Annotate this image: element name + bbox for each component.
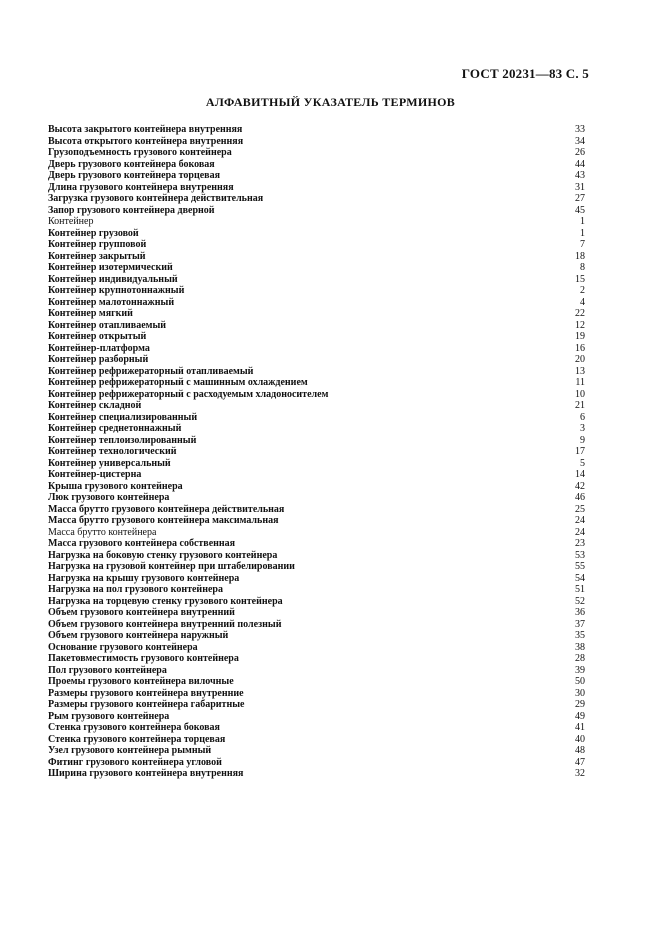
index-page-number: 54 (575, 572, 585, 584)
index-page-number: 31 (575, 181, 585, 193)
index-term: Проемы грузового контейнера вилочные (48, 676, 234, 687)
index-page-number: 5 (580, 457, 585, 469)
index-page-number: 43 (575, 170, 585, 181)
index-term: Контейнер среднетоннажный (48, 423, 182, 434)
index-entry (48, 550, 585, 562)
index-page-number: 48 (575, 745, 585, 756)
index-term: Объем грузового контейнера внутренний полезный (48, 618, 282, 630)
index-term: Контейнер закрытый (48, 250, 146, 262)
index-entry (48, 159, 585, 171)
index-page-number: 42 (575, 480, 585, 492)
index-entry (48, 366, 585, 378)
index-term: Дверь грузового контейнера боковая (48, 158, 215, 170)
index-term: Нагрузка на торцевую стенку грузового контейнера (48, 595, 283, 607)
index-page-number: 6 (580, 411, 585, 423)
index-page-number: 16 (575, 342, 585, 354)
index-entry (48, 400, 585, 412)
index-entry (48, 412, 585, 424)
index-page-number: 50 (575, 676, 585, 687)
index-term: Крыша грузового контейнера (48, 480, 183, 492)
index-entry (48, 124, 585, 136)
index-entry (48, 435, 585, 447)
index-term: Контейнер (48, 216, 94, 227)
index-term: Контейнер рефрижераторный с расходуемым хладоносителем (48, 388, 329, 400)
index-entry (48, 285, 585, 297)
index-term: Контейнер малотоннажный (48, 296, 175, 308)
index-term: Рым грузового контейнера (48, 710, 170, 722)
index-term: Масса брутто грузового контейнера действительная (48, 503, 285, 515)
index-page-number: 49 (575, 710, 585, 722)
index-entry (48, 136, 585, 148)
index-entry (48, 561, 585, 573)
index-entry (48, 343, 585, 355)
index-entry (48, 492, 585, 504)
index-entry (48, 262, 585, 274)
index-page-number: 41 (575, 722, 585, 733)
index-page-number: 17 (575, 446, 585, 457)
index-entry (48, 757, 585, 769)
index-page-number: 44 (575, 158, 585, 170)
index-term: Контейнер технологический (48, 446, 177, 457)
index-entry (48, 389, 585, 401)
index-page-number: 10 (575, 388, 585, 400)
index-entry (48, 251, 585, 263)
index-page-number: 15 (575, 273, 585, 285)
index-term: Размеры грузового контейнера внутренние (48, 687, 244, 699)
index-page-number: 33 (575, 124, 585, 135)
index-term: Масса брутто грузового контейнера максимальная (48, 515, 279, 526)
index-term: Контейнер рефрижераторный отапливаемый (48, 365, 254, 377)
index-page-number: 25 (575, 503, 585, 515)
index-page-number: 28 (575, 653, 585, 664)
index-page-number: 47 (575, 756, 585, 768)
index-term: Загрузка грузового контейнера действительная (48, 193, 264, 204)
index-page-number: 12 (575, 319, 585, 331)
index-entry (48, 722, 585, 734)
index-entry (48, 653, 585, 665)
index-term: Фитинг грузового контейнера угловой (48, 756, 222, 768)
index-entry (48, 320, 585, 332)
index-page-number: 9 (580, 434, 585, 446)
index-entry (48, 170, 585, 182)
index-entry (48, 354, 585, 366)
index-page-number: 14 (575, 469, 585, 480)
index-entry (48, 469, 585, 481)
index-term: Нагрузка на крышу грузового контейнера (48, 572, 240, 584)
index-page-number: 1 (580, 227, 585, 239)
index-entry (48, 573, 585, 585)
index-page-number: 13 (575, 365, 585, 377)
index-page-number: 36 (575, 607, 585, 618)
index-entry (48, 423, 585, 435)
index-page-number: 55 (575, 561, 585, 572)
index-term: Контейнер специализированный (48, 411, 198, 423)
index-term: Нагрузка на грузовой контейнер при штабелировании (48, 561, 295, 572)
index-entry (48, 147, 585, 159)
index-entry (48, 446, 585, 458)
index-term: Высота открытого контейнера внутренняя (48, 135, 244, 147)
index-page-number: 8 (580, 262, 585, 273)
index-page-number: 22 (575, 308, 585, 319)
index-term: Масса грузового контейнера собственная (48, 538, 236, 549)
index-page-number: 20 (575, 354, 585, 365)
index-entry (48, 331, 585, 343)
index-entry (48, 676, 585, 688)
index-entry (48, 607, 585, 619)
index-term: Пол грузового контейнера (48, 664, 167, 676)
index-entry (48, 596, 585, 608)
index-term: Контейнер групповой (48, 239, 147, 250)
index-page-number: 38 (575, 641, 585, 653)
index-page-number: 26 (575, 147, 585, 158)
index-page-number: 52 (575, 595, 585, 607)
index-entry (48, 458, 585, 470)
index-entry (48, 642, 585, 654)
index-term: Нагрузка на пол грузового контейнера (48, 584, 223, 595)
index-entry (48, 538, 585, 550)
index-entry (48, 734, 585, 746)
index-term: Контейнер мягкий (48, 308, 133, 319)
index-page-number: 40 (575, 733, 585, 745)
index-page-number: 11 (575, 377, 585, 388)
index-page-number: 45 (575, 204, 585, 216)
index-page-number: 4 (580, 296, 585, 308)
index-title: АЛФАВИТНЫЙ УКАЗАТЕЛЬ ТЕРМИНОВ (205, 95, 456, 109)
index-page-number: 30 (575, 687, 585, 699)
index-page-number: 34 (575, 135, 585, 147)
index-page-number: 39 (575, 664, 585, 676)
index-term: Контейнер крупнотоннажный (48, 285, 185, 296)
index-page-number: 24 (575, 526, 585, 538)
index-entry (48, 216, 585, 228)
index-term: Контейнер индивидуальный (48, 273, 178, 285)
index-entry (48, 274, 585, 286)
index-term: Узел грузового контейнера рымный (48, 745, 212, 756)
index-entry (48, 584, 585, 596)
term-index-list (48, 124, 585, 780)
index-term: Объем грузового контейнера наружный (48, 630, 229, 641)
index-page-number: 19 (575, 331, 585, 342)
index-entry (48, 308, 585, 320)
index-page-number: 37 (575, 618, 585, 630)
index-entry (48, 619, 585, 631)
index-entry (48, 768, 585, 780)
index-entry (48, 665, 585, 677)
index-entry (48, 515, 585, 527)
index-term: Размеры грузового контейнера габаритные (48, 699, 245, 710)
index-entry (48, 711, 585, 723)
index-page-number: 1 (580, 216, 585, 227)
index-term: Грузоподъемность грузового контейнера (48, 147, 232, 158)
index-term: Масса брутто контейнера (48, 526, 157, 538)
index-term: Основание грузового контейнера (48, 641, 198, 653)
index-term: Контейнер теплоизолированный (48, 434, 197, 446)
index-term: Ширина грузового контейнера внутренняя (48, 768, 244, 779)
index-term: Контейнер грузовой (48, 227, 139, 239)
index-term: Люк грузового контейнера (48, 492, 170, 503)
index-term: Контейнер-цистерна (48, 469, 142, 480)
index-entry (48, 699, 585, 711)
index-term: Длина грузового контейнера внутренняя (48, 181, 234, 193)
index-page-number: 2 (580, 285, 585, 296)
index-entry (48, 297, 585, 309)
index-term: Контейнер отапливаемый (48, 319, 167, 331)
index-entry (48, 228, 585, 240)
index-entry (48, 504, 585, 516)
index-entry (48, 239, 585, 251)
index-entry (48, 688, 585, 700)
index-term: Контейнер изотермический (48, 262, 173, 273)
index-term: Контейнер рефрижераторный с машинным охлаждением (48, 377, 308, 388)
index-page-number: 7 (580, 239, 585, 250)
index-entry (48, 193, 585, 205)
index-page-number: 51 (575, 584, 585, 595)
index-term: Контейнер универсальный (48, 457, 171, 469)
index-entry (48, 630, 585, 642)
index-page-number: 21 (575, 400, 585, 411)
index-page-number: 29 (575, 699, 585, 710)
index-term: Стенка грузового контейнера торцевая (48, 733, 226, 745)
index-term: Стенка грузового контейнера боковая (48, 722, 220, 733)
index-term: Контейнер открытый (48, 331, 147, 342)
index-term: Высота закрытого контейнера внутренняя (48, 124, 243, 135)
index-page-number: 32 (575, 768, 585, 779)
index-entry (48, 377, 585, 389)
index-term: Дверь грузового контейнера торцевая (48, 170, 220, 181)
index-page-number: 18 (575, 250, 585, 262)
index-page-number: 3 (580, 423, 585, 434)
index-page-number: 53 (575, 549, 585, 561)
index-entry (48, 745, 585, 757)
page-header: ГОСТ 20231—83 С. 5 (461, 66, 589, 81)
index-page-number: 35 (575, 630, 585, 641)
index-term: Контейнер разборный (48, 354, 149, 365)
index-entry (48, 205, 585, 217)
index-page-number: 24 (575, 515, 585, 526)
index-term: Пакетовместимость грузового контейнера (48, 653, 239, 664)
index-term: Нагрузка на боковую стенку грузового контейнера (48, 549, 278, 561)
index-term: Запор грузового контейнера дверной (48, 204, 215, 216)
index-page-number: 46 (575, 492, 585, 503)
index-page-number: 27 (575, 193, 585, 204)
index-term: Контейнер-платформа (48, 342, 150, 354)
index-entry (48, 527, 585, 539)
index-page-number: 23 (575, 538, 585, 549)
index-term: Контейнер складной (48, 400, 142, 411)
index-term: Объем грузового контейнера внутренний (48, 607, 235, 618)
index-entry (48, 182, 585, 194)
index-entry (48, 481, 585, 493)
